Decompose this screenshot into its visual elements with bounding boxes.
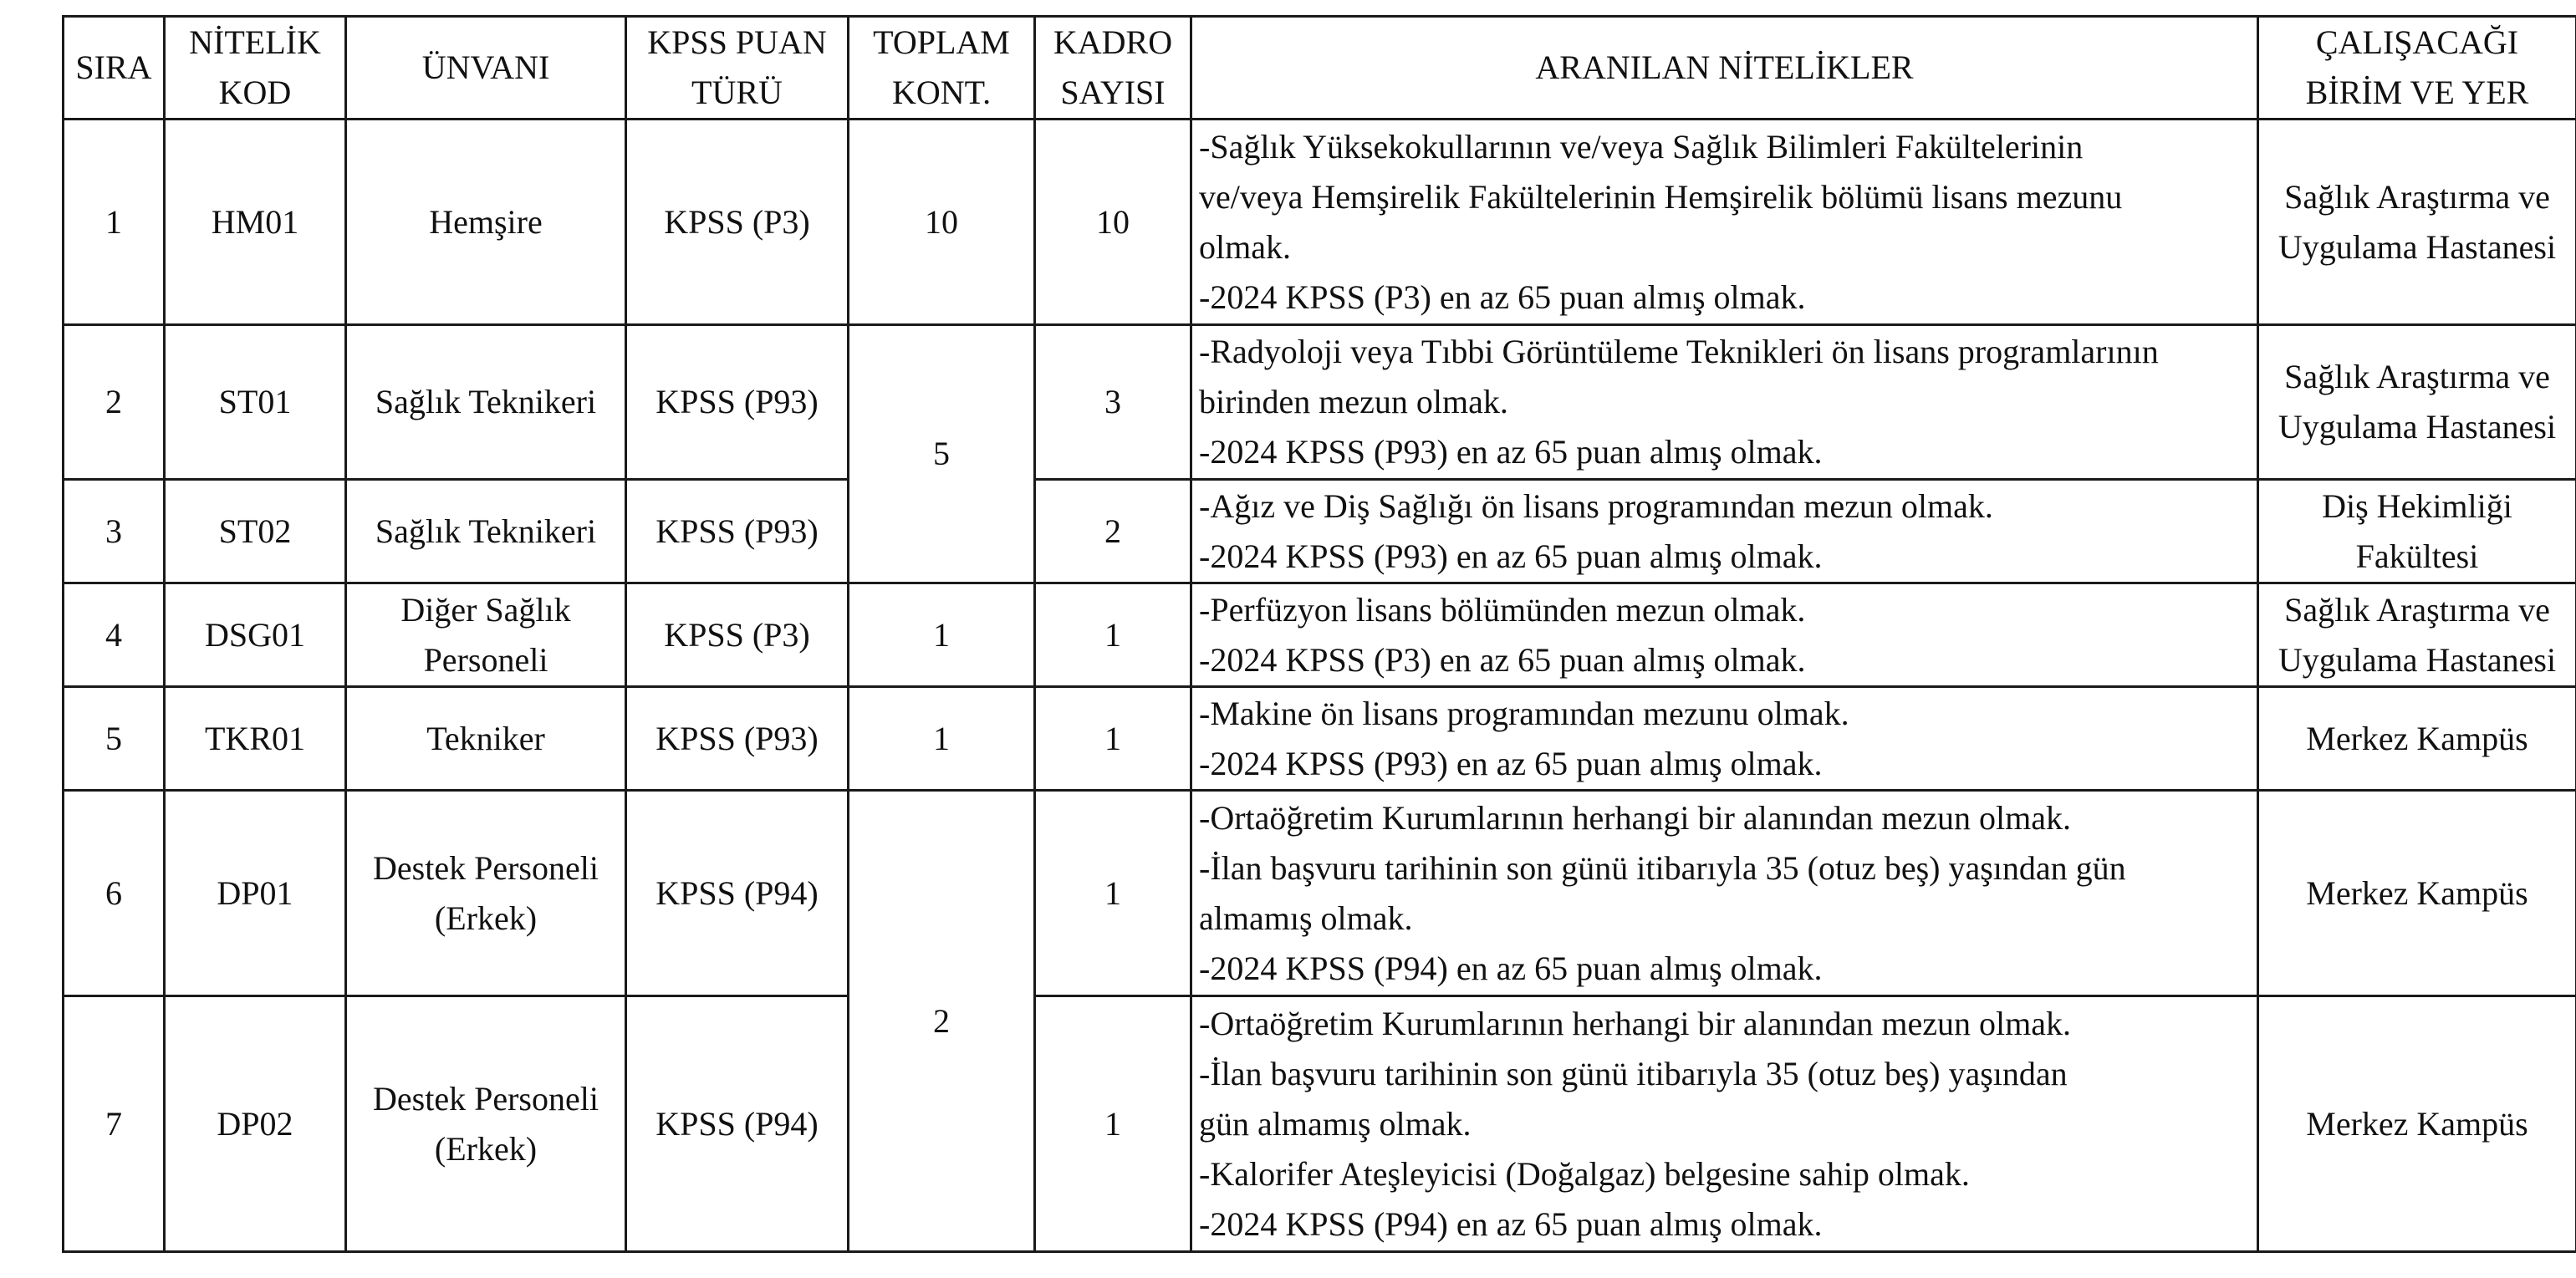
cell-kod: ST02 [165, 480, 346, 583]
cell-nitelikler: -Radyoloji veya Tıbbi Görüntüleme Teknikleri ön lisans programlarının birinden mezun olmak. -2024 KPSS (P93) en az 65 puan almış olmak. [1191, 325, 2258, 480]
cell-kpss: KPSS (P3) [626, 120, 849, 325]
cell-nitelikler: -Makine ön lisans programından mezunu olmak. -2024 KPSS (P93) en az 65 puan almış olmak. [1191, 687, 2258, 791]
cell-kod: DSG01 [165, 583, 346, 687]
cell-kpss: KPSS (P93) [626, 687, 849, 791]
cell-sira: 3 [64, 480, 165, 583]
table-row [64, 325, 2576, 480]
cell-kadro: 1 [1035, 996, 1191, 1252]
cell-birim: Merkez Kampüs [2258, 996, 2576, 1252]
header-kadro-sayisi: KADRO SAYISI [1035, 17, 1191, 120]
cell-kadro: 10 [1035, 120, 1191, 325]
cell-nitelikler: -Sağlık Yüksekokullarının ve/veya Sağlık Bilimleri Fakültelerinin ve/veya Hemşirelik Fakültelerinin Hemşirelik bölümü lisans mezunu olmak. -2024 KPSS (P3) en az 65 puan almış olmak. [1191, 120, 2258, 325]
cell-kpss: KPSS (P94) [626, 996, 849, 1252]
cell-birim: Sağlık Araştırma ve Uygulama Hastanesi [2258, 583, 2576, 687]
table-row [64, 120, 2576, 325]
cell-nitelikler: -Ortaöğretim Kurumlarının herhangi bir alanından mezun olmak. -İlan başvuru tarihinin son günü itibarıyla 35 (otuz beş) yaşından gün almamış olmak. -Kalorifer Ateşleyicisi (Doğalgaz) belgesine sahip olmak. -2024 KPSS (P94) en az 65 puan almış olmak. [1191, 996, 2258, 1252]
cell-birim: Merkez Kampüs [2258, 687, 2576, 791]
cell-kod: DP01 [165, 791, 346, 996]
cell-toplam: 2 [849, 791, 1035, 1252]
cell-kadro: 3 [1035, 325, 1191, 480]
cell-toplam: 1 [849, 583, 1035, 687]
cell-sira: 2 [64, 325, 165, 480]
header-kpss-puan-turu: KPSS PUAN TÜRÜ [626, 17, 849, 120]
cell-unvan: Destek Personeli (Erkek) [346, 996, 626, 1252]
cell-unvan: Tekniker [346, 687, 626, 791]
cell-kod: TKR01 [165, 687, 346, 791]
table-row [64, 687, 2576, 791]
cell-kod: HM01 [165, 120, 346, 325]
header-unvani: ÜNVANI [346, 17, 626, 120]
cell-kpss: KPSS (P94) [626, 791, 849, 996]
cell-unvan: Hemşire [346, 120, 626, 325]
cell-kadro: 1 [1035, 791, 1191, 996]
cell-kadro: 2 [1035, 480, 1191, 583]
header-calisacagi-birim: ÇALIŞACAĞI BİRİM VE YER [2258, 17, 2576, 120]
cell-birim: Diş Hekimliği Fakültesi [2258, 480, 2576, 583]
table-row [64, 583, 2576, 687]
cell-birim: Sağlık Araştırma ve Uygulama Hastanesi [2258, 325, 2576, 480]
cell-kpss: KPSS (P93) [626, 325, 849, 480]
table-row [64, 791, 2576, 996]
cell-sira: 1 [64, 120, 165, 325]
positions-table [62, 15, 2576, 1253]
cell-unvan: Diğer Sağlık Personeli [346, 583, 626, 687]
cell-kod: DP02 [165, 996, 346, 1252]
cell-kpss: KPSS (P3) [626, 583, 849, 687]
table-row [64, 996, 2576, 1252]
table-row [64, 480, 2576, 583]
cell-unvan: Destek Personeli (Erkek) [346, 791, 626, 996]
cell-sira: 6 [64, 791, 165, 996]
cell-toplam: 1 [849, 687, 1035, 791]
header-aranilan-nitelikler: ARANILAN NİTELİKLER [1191, 17, 2258, 120]
cell-kod: ST01 [165, 325, 346, 480]
cell-nitelikler: -Ortaöğretim Kurumlarının herhangi bir alanından mezun olmak. -İlan başvuru tarihinin son günü itibarıyla 35 (otuz beş) yaşından gün almamış olmak. -2024 KPSS (P94) en az 65 puan almış olmak. [1191, 791, 2258, 996]
cell-unvan: Sağlık Teknikeri [346, 325, 626, 480]
cell-sira: 4 [64, 583, 165, 687]
cell-birim: Merkez Kampüs [2258, 791, 2576, 996]
cell-nitelikler: -Perfüzyon lisans bölümünden mezun olmak. -2024 KPSS (P3) en az 65 puan almış olmak. [1191, 583, 2258, 687]
cell-birim: Sağlık Araştırma ve Uygulama Hastanesi [2258, 120, 2576, 325]
header-sira: SIRA [64, 17, 165, 120]
cell-sira: 5 [64, 687, 165, 791]
header-row [64, 17, 2576, 120]
header-toplam-kont: TOPLAM KONT. [849, 17, 1035, 120]
cell-kadro: 1 [1035, 583, 1191, 687]
cell-unvan: Sağlık Teknikeri [346, 480, 626, 583]
header-nitelik-kod: NİTELİK KOD [165, 17, 346, 120]
cell-nitelikler: -Ağız ve Diş Sağlığı ön lisans programından mezun olmak. -2024 KPSS (P93) en az 65 puan almış olmak. [1191, 480, 2258, 583]
cell-toplam: 10 [849, 120, 1035, 325]
cell-kadro: 1 [1035, 687, 1191, 791]
cell-kpss: KPSS (P93) [626, 480, 849, 583]
cell-sira: 7 [64, 996, 165, 1252]
cell-toplam: 5 [849, 325, 1035, 583]
